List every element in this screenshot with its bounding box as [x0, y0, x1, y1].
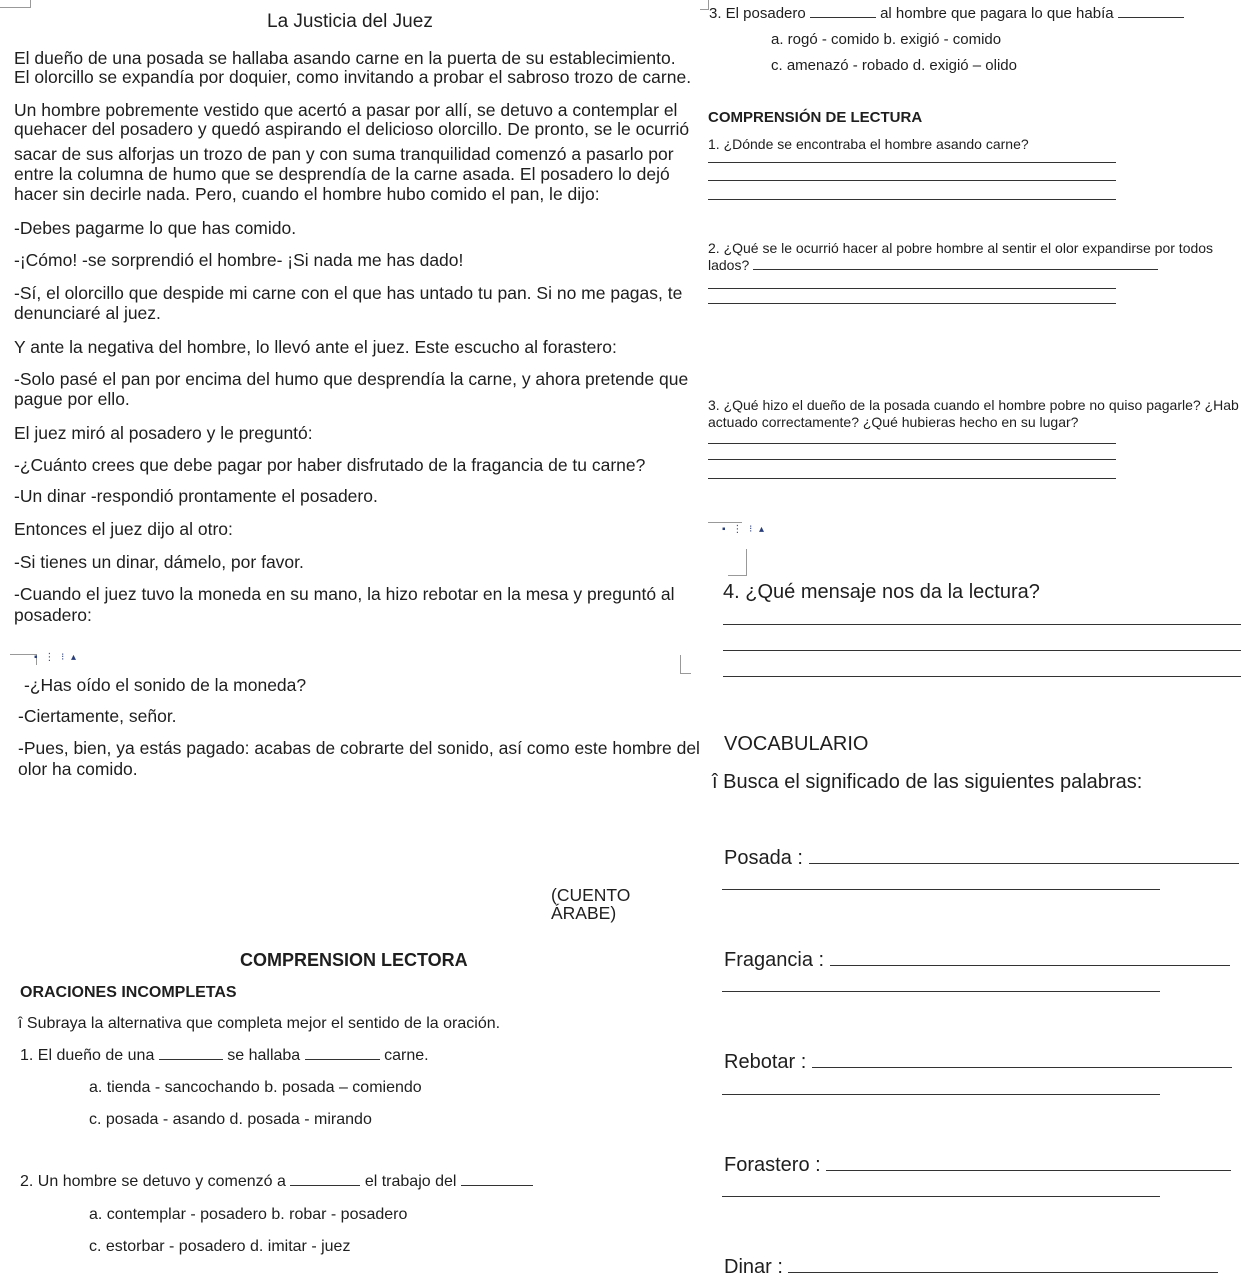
answer-blank[interactable] — [461, 1185, 533, 1186]
answer-options: a. rogó - comido b. exigió - comido — [771, 31, 1002, 48]
answer-options: c. estorbar - posadero d. imitar - juez — [89, 1238, 351, 1255]
question-text: 2. Un hombre se detuvo y comenzó a — [20, 1173, 286, 1190]
story-line: hacer sin decirle nada. Pero, cuando el hombre hubo comido el pan, le dijo: — [14, 184, 600, 204]
scan-artifact — [708, 522, 742, 523]
story-line: -¿Has oído el sonido de la moneda? — [24, 675, 307, 695]
story-line: -¡Cómo! -se sorprendió el hombre- ¡Si nada me has dado! — [14, 250, 464, 270]
vocab-word-posada — [724, 847, 1239, 870]
story-line: -Un dinar -respondió prontamente el posadero. — [14, 486, 378, 506]
question-text: carne. — [384, 1047, 429, 1064]
page-corner-mark — [700, 0, 709, 10]
answer-line[interactable] — [722, 889, 1160, 890]
answer-line[interactable] — [722, 1196, 1160, 1197]
definition-blank[interactable] — [788, 1272, 1218, 1273]
question-text: se hallaba — [227, 1047, 301, 1064]
answer-line[interactable] — [708, 199, 1116, 200]
definition-blank[interactable] — [812, 1067, 1232, 1068]
answer-line[interactable] — [708, 478, 1116, 479]
story-line: -Solo pasé el pan por encima del humo que desprendía la carne, y ahora pretende que — [14, 369, 689, 389]
story-line: -Debes pagarme lo que has comido. — [14, 218, 297, 238]
vocab-word-label: Dinar : — [724, 1256, 783, 1278]
story-line: quehacer del posadero y quedó aspirando el delicioso olorcillo. De pronto, se le ocurrió — [14, 119, 690, 139]
answer-line[interactable] — [723, 624, 1241, 625]
story-line: pague por ello. — [14, 389, 130, 409]
story-line: olor ha comido. — [18, 759, 138, 779]
vocab-word-label: Fragancia : — [724, 949, 825, 971]
story-line: -Cuando el juez tuvo la moneda en su mano, la hizo rebotar en la mesa y preguntó al — [14, 584, 675, 604]
vocab-word-label: Posada : — [724, 847, 803, 869]
comprehension-question-3-cont: actuado correctamente? ¿Qué hubieras hecho en su lugar? — [708, 414, 1079, 430]
answer-options: c. amenazó - robado d. exigió – olido — [771, 57, 1017, 74]
question-1 — [20, 1047, 429, 1065]
vocab-word-fragancia — [724, 949, 1230, 972]
vocab-word-label: Rebotar : — [724, 1051, 807, 1073]
story-title: La Justicia del Juez — [267, 11, 433, 32]
scan-artifact-dots: ▪ ⋮ ⁝ ▴ — [722, 524, 767, 535]
answer-line[interactable] — [722, 991, 1160, 992]
answer-options: a. contemplar - posadero b. robar - posadero — [89, 1206, 408, 1223]
story-line: Un hombre pobremente vestido que acertó a pasar por allí, se detuvo a contemplar el — [14, 100, 678, 120]
story-line: sacar de sus alforjas un trozo de pan y con suma tranquilidad comenzó a pasarlo por — [14, 144, 674, 164]
answer-options: c. posada - asando d. posada - mirando — [89, 1111, 372, 1128]
answer-line[interactable] — [722, 1094, 1160, 1095]
story-line: -Sí, el olorcillo que despide mi carne con el que has untado tu pan. Si no me pagas, te — [14, 283, 683, 303]
answer-blank[interactable] — [753, 269, 1158, 270]
answer-line[interactable] — [708, 180, 1116, 181]
comprehension-question-1: 1. ¿Dónde se encontraba el hombre asando carne? — [708, 136, 1029, 152]
comprehension-question-2: 2. ¿Qué se le ocurrió hacer al pobre hombre al sentir el olor expandirse por todos — [708, 240, 1214, 256]
vocab-word-dinar — [724, 1256, 1218, 1279]
answer-blank[interactable] — [810, 17, 876, 18]
definition-blank[interactable] — [809, 863, 1239, 864]
vocabulary-instruction: î Busca el significado de las siguientes palabras: — [712, 771, 1143, 793]
comprension-de-lectura-heading: COMPRENSIÓN DE LECTURA — [708, 109, 923, 126]
story-source: (CUENTO ÁRABE) — [551, 885, 631, 923]
question-2 — [20, 1173, 533, 1191]
comprension-heading: COMPRENSION LECTORA — [240, 950, 468, 970]
scan-artifact — [10, 654, 37, 665]
answer-line[interactable] — [723, 676, 1241, 677]
comprehension-question-4: 4. ¿Qué mensaje nos da la lectura? — [723, 581, 1040, 603]
story-line: -Ciertamente, señor. — [18, 706, 177, 726]
story-line: denunciaré al juez. — [14, 303, 161, 323]
instruction-text: î Subraya la alternativa que completa mejor el sentido de la oración. — [18, 1015, 501, 1032]
answer-line[interactable] — [708, 303, 1116, 304]
section-subheading: ORACIONES INCOMPLETAS — [20, 984, 237, 1001]
answer-line[interactable] — [708, 288, 1116, 289]
definition-blank[interactable] — [830, 965, 1230, 966]
answer-blank[interactable] — [290, 1185, 360, 1186]
vocab-word-forastero — [724, 1154, 1231, 1177]
answer-line[interactable] — [723, 650, 1241, 651]
vocab-word-rebotar — [724, 1051, 1232, 1074]
question-text: 3. El posadero — [709, 5, 806, 22]
question-text: 1. El dueño de una — [20, 1047, 155, 1064]
answer-line[interactable] — [708, 459, 1116, 460]
comprehension-question-2-cont — [708, 257, 1158, 273]
story-line: entre la columna de humo que se desprendía de la carne asada. El posadero lo dejó — [14, 164, 670, 184]
answer-blank[interactable] — [305, 1059, 380, 1060]
question-text: al hombre que pagara lo que había — [880, 5, 1114, 22]
answer-blank[interactable] — [1118, 17, 1184, 18]
answer-options: a. tienda - sancochando b. posada – comiendo — [89, 1079, 422, 1096]
vocabulary-heading: VOCABULARIO — [724, 733, 869, 755]
answer-line[interactable] — [708, 162, 1116, 163]
scan-artifact-dots: ▪ ⋮ ⁝ ▴ — [34, 652, 79, 663]
scan-artifact — [728, 549, 747, 576]
story-line: -Pues, bien, ya estás pagado: acabas de cobrarte del sonido, así como este hombre del — [18, 738, 700, 758]
story-line: Entonces el juez dijo al otro: — [14, 519, 233, 539]
vocab-word-label: Forastero : — [724, 1154, 821, 1176]
scan-artifact — [680, 655, 691, 674]
definition-blank[interactable] — [826, 1170, 1231, 1171]
question-text: el trabajo del — [364, 1173, 457, 1190]
story-line: -Si tienes un dinar, dámelo, por favor. — [14, 552, 304, 572]
story-line: posadero: — [14, 605, 92, 625]
page-corner-mark — [0, 0, 31, 8]
story-line: El olorcillo se expandía por doquier, como invitando a probar el sabroso trozo de carne. — [14, 67, 692, 87]
question-3 — [709, 5, 1184, 22]
question-text: lados? — [708, 257, 750, 273]
comprehension-question-3: 3. ¿Qué hizo el dueño de la posada cuando el hombre pobre no quiso pagarle? ¿Hab — [708, 397, 1239, 413]
story-line: El dueño de una posada se hallaba asando carne en la puerta de su establecimiento. — [14, 48, 676, 68]
story-line: -¿Cuánto crees que debe pagar por haber disfrutado de la fragancia de tu carne? — [14, 455, 646, 475]
answer-line[interactable] — [708, 443, 1116, 444]
story-line: Y ante la negativa del hombre, lo llevó ante el juez. Este escucho al forastero: — [14, 337, 617, 357]
story-line: El juez miró al posadero y le preguntó: — [14, 423, 313, 443]
answer-blank[interactable] — [159, 1059, 223, 1060]
